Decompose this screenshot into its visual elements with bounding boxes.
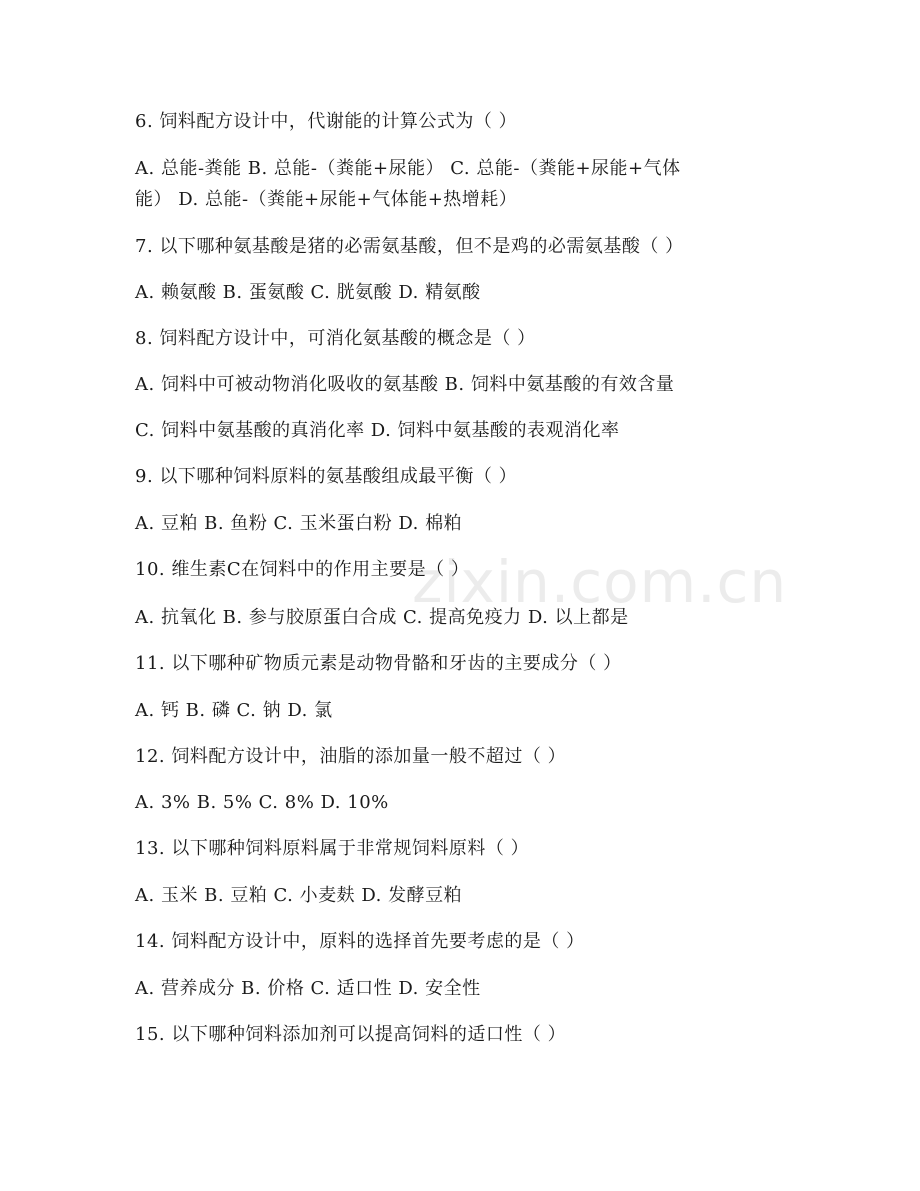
question-14: 14. 饲料配方设计中，原料的选择首先要考虑的是（ ） [135, 931, 585, 952]
question-6: 6. 饲料配方设计中，代谢能的计算公式为（ ） [135, 111, 518, 132]
question-13: 13. 以下哪种饲料原料属于非常规饲料原料（ ） [135, 838, 530, 859]
options-6-line-2: 能） D. 总能-（粪能+尿能+气体能+热增耗） [135, 189, 518, 210]
question-11: 11. 以下哪种矿物质元素是动物骨骼和牙齿的主要成分（ ） [135, 653, 622, 674]
options-8-line-2: C. 饲料中氨基酸的真消化率 D. 饲料中氨基酸的表观消化率 [135, 420, 620, 441]
options-12: A. 3% B. 5% C. 8% D. 10% [135, 792, 389, 813]
options-10: A. 抗氧化 B. 参与胶原蛋白合成 C. 提高免疫力 D. 以上都是 [135, 607, 629, 628]
question-15: 15. 以下哪种饲料添加剂可以提高饲料的适口性（ ） [135, 1024, 567, 1045]
options-11: A. 钙 B. 磷 C. 钠 D. 氯 [135, 700, 333, 721]
question-10: 10. 维生素C在饲料中的作用主要是（ ） [135, 559, 470, 580]
question-7: 7. 以下哪种氨基酸是猪的必需氨基酸，但不是鸡的必需氨基酸（ ） [135, 236, 684, 257]
options-6-line-1: A. 总能-粪能 B. 总能-（粪能+尿能） C. 总能-（粪能+尿能+气体 [135, 158, 681, 179]
watermark: zixin.com.cn [412, 548, 788, 616]
options-14: A. 营养成分 B. 价格 C. 适口性 D. 安全性 [135, 978, 481, 999]
options-8-line-1: A. 饲料中可被动物消化吸收的氨基酸 B. 饲料中氨基酸的有效含量 [135, 374, 675, 395]
question-12: 12. 饲料配方设计中，油脂的添加量一般不超过（ ） [135, 746, 567, 767]
options-9: A. 豆粕 B. 鱼粉 C. 玉米蛋白粉 D. 棉粕 [135, 513, 463, 534]
options-13: A. 玉米 B. 豆粕 C. 小麦麸 D. 发酵豆粕 [135, 885, 463, 906]
question-9: 9. 以下哪种饲料原料的氨基酸组成最平衡（ ） [135, 466, 518, 487]
options-7: A. 赖氨酸 B. 蛋氨酸 C. 胱氨酸 D. 精氨酸 [135, 282, 481, 303]
question-8: 8. 饲料配方设计中，可消化氨基酸的概念是（ ） [135, 328, 536, 349]
